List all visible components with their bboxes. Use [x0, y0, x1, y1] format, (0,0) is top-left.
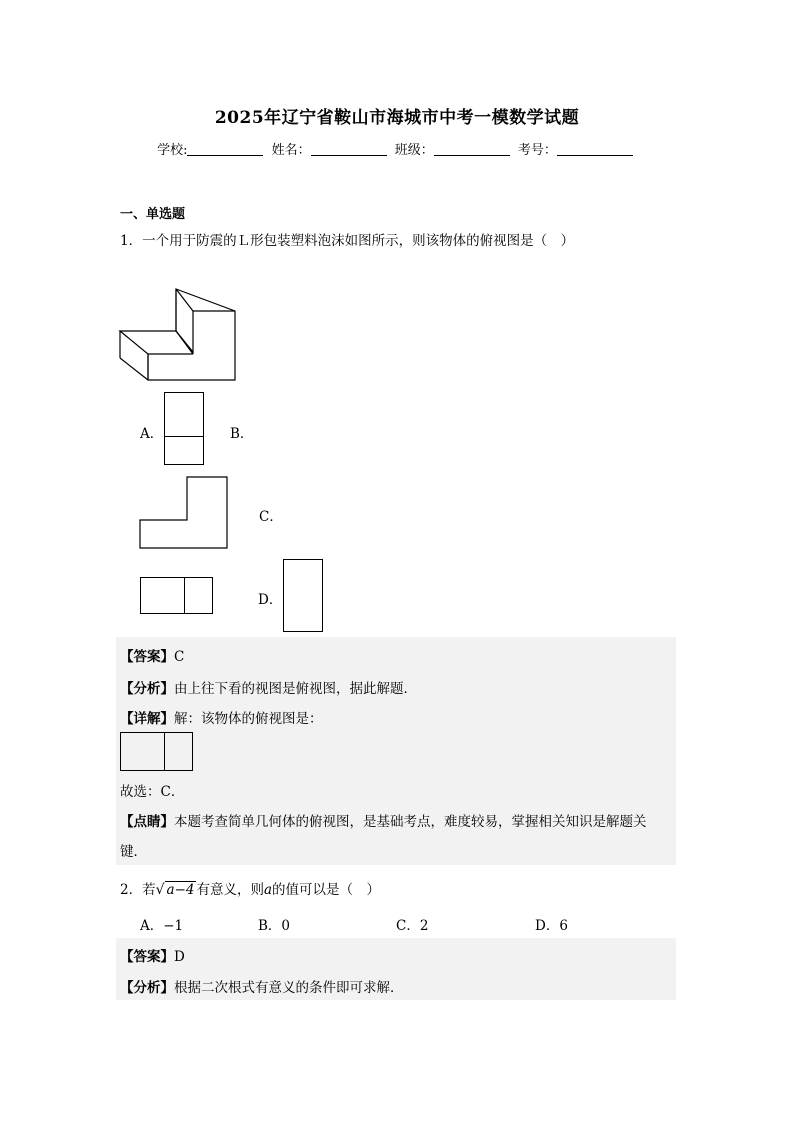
q2-answer: [120, 945, 185, 965]
value: 6: [559, 918, 568, 934]
question-2-stem: [120, 878, 380, 898]
q2-option-c: C．2: [396, 918, 429, 934]
answer-tag: 【答案】: [120, 649, 174, 665]
q1-solution-block: [116, 637, 676, 865]
variable-a: a: [263, 882, 273, 898]
student-info-line: [0, 139, 794, 158]
divider: [164, 733, 165, 770]
q1-answer: [120, 645, 184, 665]
analysis-tag: 【分析】: [120, 980, 174, 996]
value: 0: [281, 918, 291, 934]
q2-prefix: 2．若: [120, 882, 156, 898]
analysis-text: 由上往下看的视图是俯视图，据此解题．: [174, 681, 417, 697]
analysis-tag: 【分析】: [120, 681, 174, 697]
q1-analysis: [120, 677, 417, 697]
q1-detail: [120, 707, 323, 727]
q1-option-b-label: B．: [230, 426, 254, 442]
answer-value: D: [174, 949, 185, 965]
answer-tag: 【答案】: [120, 949, 174, 965]
comment-tag: 【点睛】: [120, 814, 174, 830]
q2-middle: 有意义，则: [196, 882, 264, 898]
q2-option-b: [258, 914, 290, 934]
radicand: a−4: [166, 882, 195, 898]
answer-value: C: [174, 649, 185, 665]
q1-option-d-label: D．: [258, 592, 283, 608]
q1-option-c-label: C．: [259, 509, 283, 525]
number-label: 考号：: [517, 143, 557, 158]
detail-text: 解：该物体的俯视图是：: [174, 711, 323, 727]
divider: [184, 578, 185, 613]
q1-option-a-label: A．: [140, 426, 164, 442]
q2-suffix: 的值可以是（ ）: [272, 882, 381, 898]
label: B．: [258, 918, 282, 934]
q1-option-d-figure: [283, 559, 323, 632]
sqrt-expression: √ a−4: [155, 882, 195, 898]
analysis-text: 根据二次根式有意义的条件即可求解．: [174, 980, 404, 996]
question-1-stem: 1．一个用于防震的Ｌ形包装塑料泡沫如图所示，则该物体的俯视图是（ ）: [120, 233, 575, 249]
class-blank[interactable]: [434, 142, 510, 156]
q2-analysis: [120, 976, 404, 996]
q1-option-a-figure: [164, 392, 204, 465]
page-title: 2025年辽宁省鞍山市海城市中考一模数学试题: [214, 108, 580, 128]
class-label: 班级：: [394, 143, 434, 158]
q1-detail-figure: [120, 732, 193, 771]
divider: [165, 436, 203, 437]
q1-option-c-figure: [140, 577, 213, 614]
q2-option-d: [535, 914, 568, 934]
q1-comment: [120, 810, 676, 830]
detail-tag: 【详解】: [120, 711, 174, 727]
name-blank[interactable]: [311, 142, 387, 156]
q1-choose: 故选：C．: [120, 784, 185, 800]
school-blank[interactable]: [187, 142, 263, 156]
label: D．: [535, 918, 560, 934]
name-label: 姓名：: [271, 143, 311, 158]
q1-option-b-figure: [139, 476, 229, 550]
q1-comment-cont: 键．: [120, 844, 147, 860]
section-heading: 一、单选题: [120, 207, 186, 222]
q2-option-a: A．−1: [140, 918, 184, 934]
comment-text: 本题考查简单几何体的俯视图，是基础考点，难度较易，掌握相关知识是解题关: [174, 814, 647, 830]
l-shape-3d-figure: [118, 286, 238, 382]
number-blank[interactable]: [557, 142, 633, 156]
school-label: 学校:: [157, 143, 188, 158]
